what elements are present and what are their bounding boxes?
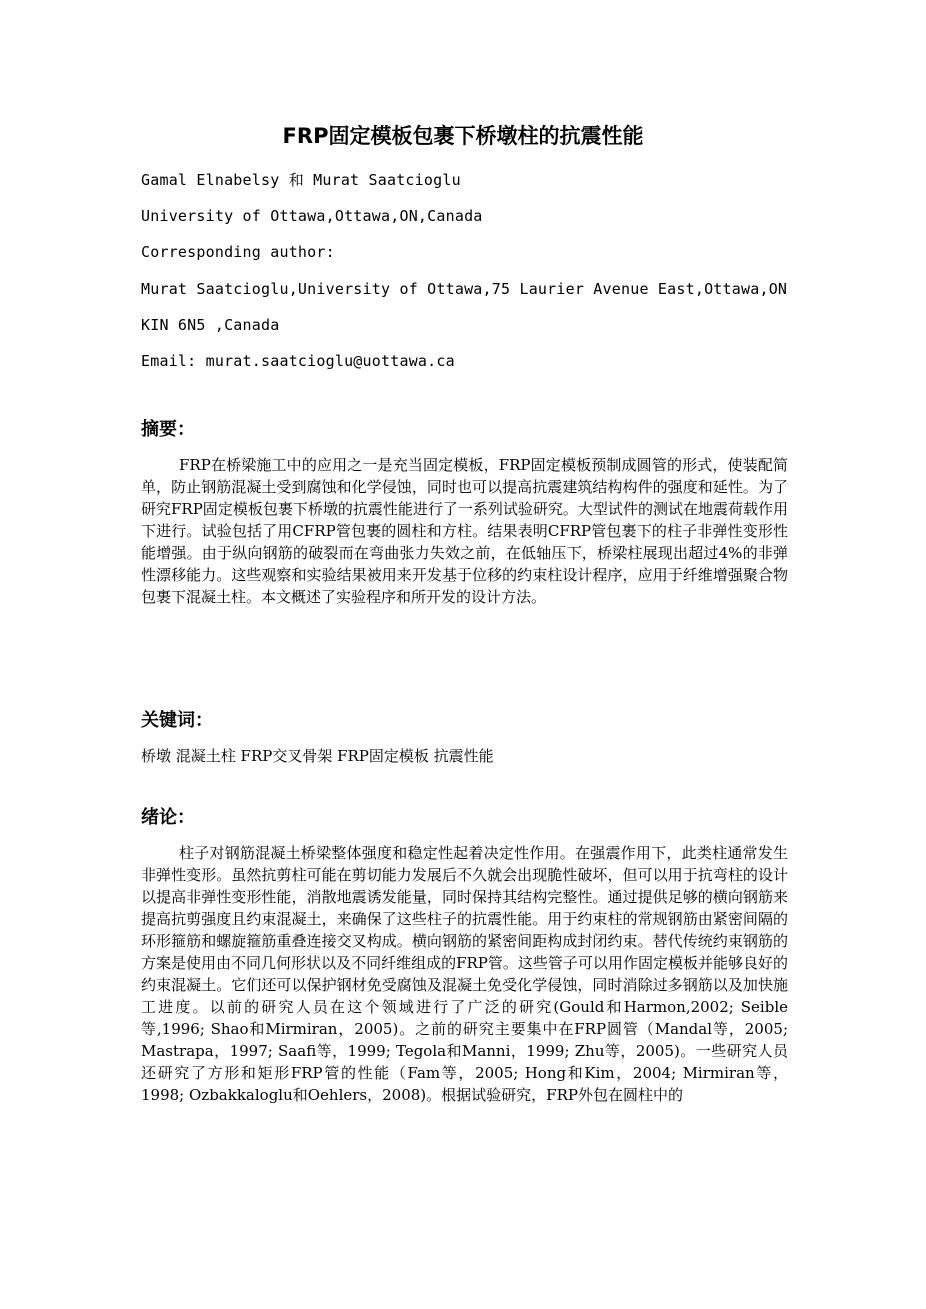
corresponding-label: Corresponding author: bbox=[141, 243, 335, 261]
paper-title: FRP固定模板包裹下桥墩柱的抗震性能 bbox=[282, 124, 644, 148]
email: Email: murat.saatcioglu@uottawa.ca bbox=[141, 352, 455, 370]
keywords-heading: 关键词： bbox=[141, 710, 213, 731]
abstract-heading: 摘要： bbox=[141, 419, 195, 440]
introduction-heading: 绪论： bbox=[141, 807, 195, 828]
abstract-text: FRP在桥梁施工中的应用之一是充当固定模板，FRP固定模板预制成圆管的形式，使装配简单，防止钢筋混凝土受到腐蚀和化学侵蚀，同时也可以提高抗震建筑结构构件的强度和延性。为了研究FRP固定模板包裹下桥墩的抗震性能进行了一系列试验研究。大型试件的测试在地震荷载作用下进行。试验包括了用CFRP管包裹的圆柱和方柱。结果表明CFRP管包裹下的柱子非弹性变形性能增强。由于纵向钢筋的破裂而在弯曲张力失效之前，在低轴压下，桥梁柱展现出超过4%的非弹性漂移能力。这些观察和实验结果被用来开发基于位移的约束柱设计程序，应用于纤维增强聚合物包裹下混凝土柱。本文概述了实验程序和所开发的设计方法。 bbox=[141, 456, 788, 606]
corresponding-address-line-2: KIN 6N5 ,Canada bbox=[141, 316, 280, 334]
introduction-text: 柱子对钢筋混凝土桥梁整体强度和稳定性起着决定性作用。在强震作用下，此类柱通常发生非弹性变形。虽然抗剪柱可能在剪切能力发展后不久就会出现脆性破坏，但可以用于抗弯柱的设计以提高非弹性变形性能，消散地震诱发能量，同时保持其结构完整性。通过提供足够的横向钢筋来提高抗剪强度且约束混凝土，来确保了这些柱子的抗震性能。用于约束柱的常规钢筋由紧密间隔的环形箍筋和螺旋箍筋重叠连接交叉构成。横向钢筋的紧密间距构成封闭约束。替代传统约束钢筋的方案是使用由不同几何形状以及不同纤维组成的FRP管。这些管子可以用作固定模板并能够良好的约束混凝土。它们还可以保护钢材免受腐蚀及混凝土免受化学侵蚀，同时消除过多钢筋以及加快施工进度。以前的研究人员在这个领域进行了广泛的研究(Gould和Harmon,2002; Seible等,1996; Shao和Mirmiran，2005)。之前的研究主要集中在FRP圆管（Mandal等，2005; Mastrapa，1997; Saafi等，1999; Tegola和Manni，1999; Zhu等，2005)。一些研究人员还研究了方形和矩形FRP管的性能（Fam等，2005; Hong和Kim，2004; Mirmiran等，1998; Ozbakkaloglu和Oehlers，2008)。根据试验研究，FRP外包在圆柱中的 bbox=[141, 844, 788, 1104]
corresponding-address-line-1: Murat Saatcioglu,University of Ottawa,75 Laurier Avenue East,Ottawa,ON bbox=[141, 280, 788, 298]
keywords-text: 桥墩 混凝土柱 FRP交叉骨架 FRP固定模板 抗震性能 bbox=[141, 747, 494, 765]
authors: Gamal Elnabelsy 和 Murat Saatcioglu bbox=[141, 171, 461, 189]
affiliation: University of Ottawa,Ottawa,ON,Canada bbox=[141, 207, 483, 225]
